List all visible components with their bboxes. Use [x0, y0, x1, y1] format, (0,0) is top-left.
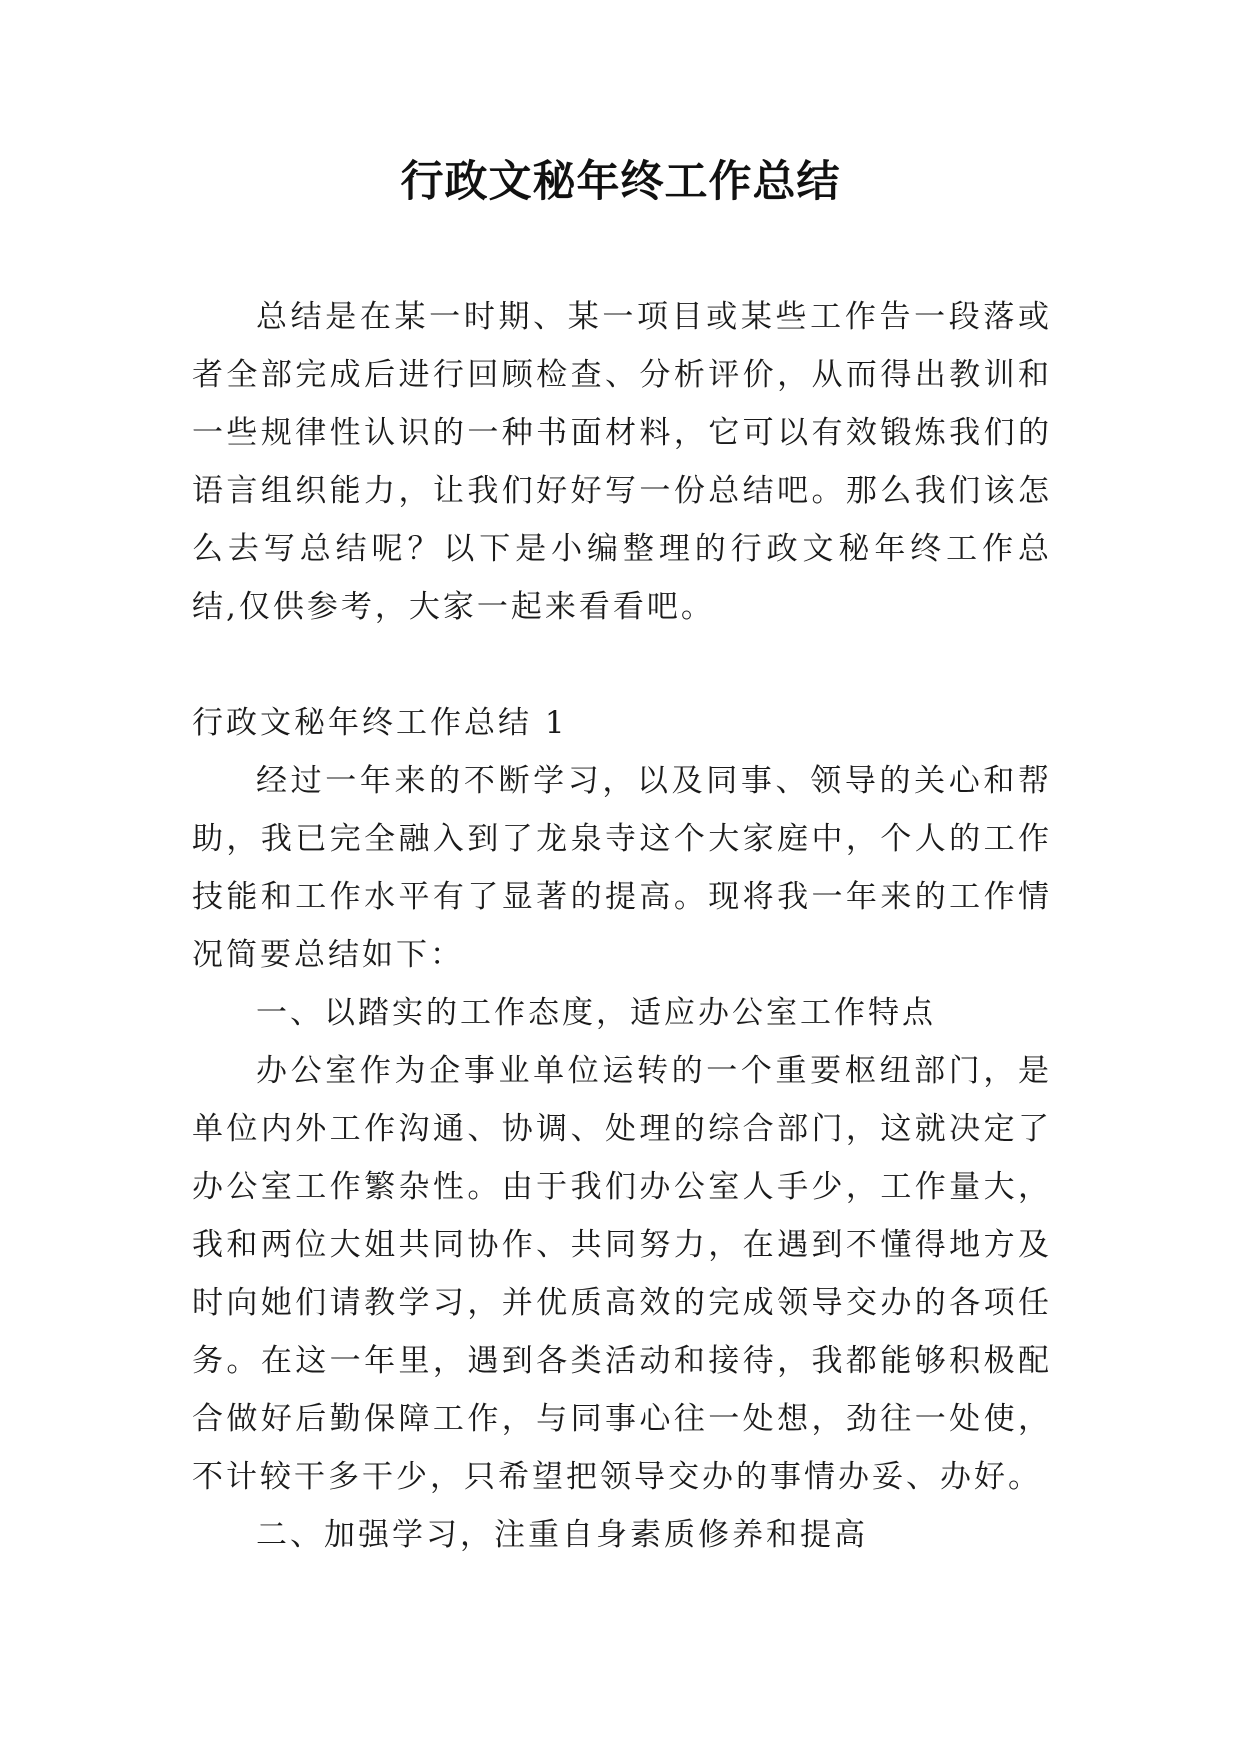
subheading-2: 二、加强学习，注重自身素质修养和提高: [256, 1517, 868, 1553]
paragraph-2: 办公室作为企事业单位运转的一个重要枢纽部门，是单位内外工作沟通、协调、处理的综合部门，这就决定了办公室工作繁杂性。由于我们办公室人手少，工作量大，我和两位大姐共同协作、共同努力，在遇到不懂得地方及时向她们请教学习，并优质高效的完成领导交办的各项任务。在这一年里，遇到各类活动和接待，我都能够积极配合做好后勤保障工作，与同事心往一处想，劲往一处使，不计较干多干少，只希望把领导交办的事情办妥、办好。: [192, 1053, 1052, 1495]
document-title: 行政文秘年终工作总结: [400, 157, 841, 207]
subheading-1: 一、以踏实的工作态度，适应办公室工作特点: [256, 995, 936, 1031]
spacer: [192, 636, 1052, 694]
section-title: 行政文秘年终工作总结 1: [192, 705, 568, 741]
intro-paragraph: 总结是在某一时期、某一项目或某些工作告一段落或者全部完成后进行回顾检查、分析评价，从而得出教训和一些规律性认识的一种书面材料，它可以有效锻炼我们的语言组织能力，让我们好好写一份总结吧。那么我们该怎么去写总结呢？以下是小编整理的行政文秘年终工作总结,仅供参考，大家一起来看看吧。: [192, 299, 1052, 625]
document-body: [192, 288, 1052, 1564]
paragraph-1: 经过一年来的不断学习，以及同事、领导的关心和帮助，我已完全融入到了龙泉寺这个大家庭中，个人的工作技能和工作水平有了显著的提高。现将我一年来的工作情况简要总结如下：: [192, 763, 1052, 973]
